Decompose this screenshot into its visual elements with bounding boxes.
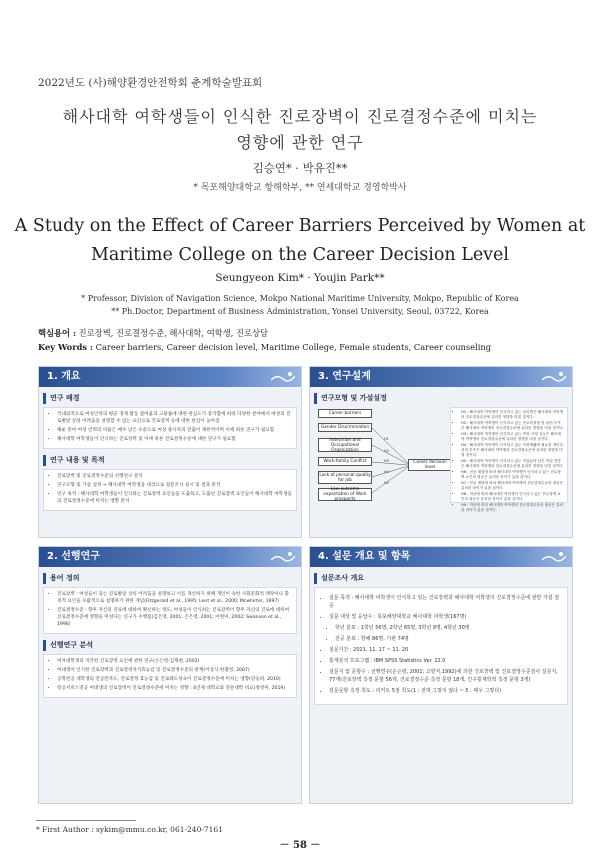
english-authors: Seungyeon Kim* · Youjin Park**: [215, 272, 385, 284]
list-item: • H5 : 해사대학 여학생이 인식하고 있는 직업분야 낮은 직업 전망은 해사대학 여학생의 진로결정수준에 유의한 영향을 미칠 것이다.: [461, 459, 564, 469]
page-number: － 58 －: [279, 840, 321, 851]
list-item: • 여자대학생의 지각된 진로장벽 요인에 관한 연구(손은령·김계현, 2002): [57, 658, 292, 665]
poster-panel-prior-research: [38, 546, 302, 804]
model-factor-box: Indecision and Occupational Organization: [318, 438, 372, 452]
list-item: • 전공 분포 : 항해 86명, 기관 74명: [335, 635, 562, 643]
korean-authors: 김승연* · 박유진**: [252, 161, 348, 175]
section-heading-purpose: 연구 내용 및 목적: [43, 455, 301, 466]
poster-panel-research-design: [309, 366, 573, 538]
section-heading-background: 연구 배경: [43, 393, 301, 404]
panel-title: 1. 개요: [47, 371, 81, 382]
english-title-line1: A Study on the Effect of Career Barriers Perceived by Women at: [14, 216, 586, 236]
hypothesis-label: H5: [384, 481, 389, 485]
section-heading-prior-analysis: 선행연구 분석: [43, 640, 301, 651]
poster-panel-overview: [38, 366, 302, 538]
purpose-list: [43, 469, 297, 511]
definitions-list: [43, 587, 297, 634]
list-item: • 연구 목적 : 해사대학 여학생들이 인식하는 진로장벽 요인들을 도출하고, 도출된 진로장벽 요인들이 해사대학 여학생들의 진로결정수준에 미치는 영향 분석: [57, 491, 292, 505]
hypothesis-label: H4: [384, 470, 389, 474]
english-title-line2: Maritime College on the Career Decision Level: [90, 245, 510, 265]
english-keywords-text: Career barriers, Career decision level, Maritime College, Female students, Career counseling: [95, 342, 492, 352]
panel-header: [39, 367, 301, 387]
list-item: • H9 : 학년에 따라 해사대학 여학생의 진로결정수준의 평균은 유의한 차이가 있을 것이다.: [461, 503, 564, 513]
list-item: • 설문기간 : 2021. 11. 17 ~ 11. 20: [329, 646, 562, 654]
list-item: • H3 : 해사대학 여학생이 인식하고 있는 직장-가정 갈등은 해사대학 여학생의 진로결정수준에 유의한 영향을 미칠 것이다.: [461, 432, 564, 442]
prior-research-list: [43, 654, 297, 698]
model-outcome-box: Career decision level: [408, 459, 452, 471]
section-heading-survey: 설문조사 개요: [314, 573, 572, 584]
background-list: [43, 407, 297, 449]
panel-header: [310, 547, 572, 567]
english-affiliations: [0, 292, 600, 318]
list-item: • 연구모형 및 가설 설정 → 해사대학 여학생을 대상으로 설문조사 실시 및 결과 분석: [57, 482, 292, 489]
korean-keywords: [38, 327, 268, 339]
affiliation-2: ** Ph.Doctor, Department of Business Administration, Yonsei University, Seoul, 03722, Korea: [111, 307, 489, 316]
list-item: • 설문 대상 및 응답수 : 목포해양대학교 해사대학 여학생(167명): [329, 613, 562, 621]
conference-name: 2022년도 (사)해양환경안전학회 춘계학술발표회: [38, 77, 263, 89]
section-heading-model: 연구모형 및 가설설정: [314, 393, 572, 404]
survey-list: [314, 587, 568, 705]
affiliation-1: * Professor, Division of Navigation Science, Mokpo National Maritime University, Mokpo, Republic of Korea: [81, 294, 519, 303]
hypothesis-label: H3: [384, 459, 389, 463]
list-item: • 해사대학 여학생들이 인식하는 진로장벽 및 이에 따른 진로결정수준에 대한 연구가 필요함: [57, 436, 292, 443]
list-item: • 설문 목적 : 해사대학 여학생이 인식하고 있는 진로장벽과 해사대학 여학생의 진로결정수준에 관한 가설 검증: [329, 594, 562, 610]
wave-icon: [542, 550, 566, 564]
korean-keywords-label: 핵심용어 :: [38, 328, 77, 338]
model-factor-box: Career barriers: [318, 409, 372, 418]
panel-title: 4. 설문 개요 및 항목: [318, 551, 411, 562]
footnote: * First Author : sykim@mmu.co.kr, 061-240-7161: [36, 825, 223, 834]
wave-icon: [542, 370, 566, 384]
list-item: • 진로장벽 : 여성들이 겪는 진로발달 상의 어려움을 설명하고 이를 개선하기 위해 개인이 속한 사회문화적 맥락이나 환경적 요인을 포괄적으로 설명하기 위한 개념(Fitzgerald et al., 1995; Lent et al., 2000; Mcwhirter, 1997): [57, 591, 292, 605]
korean-title-line2: 영향에 관한 연구: [236, 133, 364, 152]
english-title: [0, 212, 600, 270]
research-model-diagram: [314, 407, 568, 512]
list-item: • H1 : 해사대학 여학생이 인식하고 있는 성차별은 해사대학 여학생의 진로결정수준에 유의한 영향을 미칠 것이다.: [461, 410, 564, 420]
panel-title: 2. 선행연구: [47, 551, 100, 562]
panel-title: 3. 연구설계: [318, 371, 371, 382]
model-factor-box: Low outcome expectation of Work prospects: [318, 488, 372, 501]
model-factor-box: Lack of personal quality for job: [319, 472, 371, 483]
korean-title: [0, 104, 600, 156]
korean-keywords-text: 진로장벽, 진로결정수준, 해사대학, 여학생, 진로상담: [78, 328, 269, 338]
list-item: • 항공서비스전공 여대생의 진로장벽이 진로결정수준에 미치는 영향 : 4년제 대학교와 전문대학 비교(정영미, 2019): [57, 685, 292, 692]
list-item: • H2 : 해사대학 여학생이 인식하고 있는 진로미결정 및 관련 부족은 해사대학 여학생의 진로결정수준에 유의한 영향을 미칠 것이다.: [461, 421, 564, 431]
list-item: • 공학전공 대학생의 전공만족도, 진로결정 효능감 및 진로태도성숙이 진로결정수준에 미치는 영향(강승희, 2010): [57, 676, 292, 683]
poster-panel-survey: [309, 546, 573, 804]
hypothesis-label: H1: [384, 437, 389, 441]
footnote-divider: [36, 820, 136, 821]
list-item: • H6 : 전공 계열에 따라 해사대학 여학생이 인식하고 있는 진로장벽 요인의 평균은 유의한 차이가 있을 것이다.: [461, 470, 564, 480]
list-item: • 설문문항 측정 척도 : 리커트 5점 척도(1 : 전혀 그렇지 않다 ~ 5 : 매우 그렇다): [329, 687, 562, 695]
hypothesis-label: H2: [384, 449, 389, 453]
list-item: • 학년 분포 : 1학년 56명, 2학년 65명, 3학년 9명, 4학년 30명: [335, 624, 562, 632]
hypotheses-list: [450, 407, 568, 512]
list-item: • 국내외적으로 여성인력의 평균 경제 활동 참여율과 고용률에 대한 관심도가 증가함에 따라 다양한 분야에서 여성의 진로발달 상의 어려움을 설명할 수 있는 요인으로 진로장벽 등에 대한 관심이 높아짐: [57, 411, 292, 425]
korean-title-line1: 해사대학 여학생들이 인식한 진로장벽이 진로결정수준에 미치는: [62, 107, 538, 126]
list-item: • 여대생이 인식한 진로장벽과 진로결정자기효능감 및 진로결정수준의 관계(이상식·한철영, 2007): [57, 667, 292, 674]
list-item: • H7 : 전공 계열에 따라 해사대학 여학생의 진로결정수준의 평균은 유의한 차이가 있을 것이다.: [461, 481, 564, 491]
english-keywords: [38, 342, 491, 352]
panel-header: [310, 367, 572, 387]
list-item: • 진로결정수준 : 향후 자신의 진로에 대하여 확신하는 정도, 여성들이 인식하는 진로장벽이 향후 자신의 진로에 대하여 진로결정수준에 영향을 미친다는 연구가 수행됨(김은영, 2001; 손은령, 2001; 이현미, 2002; Swanson et al., 1996): [57, 607, 292, 628]
section-heading-definitions: 용어 정의: [43, 573, 301, 584]
list-item: • 설문지 및 문항수 : 선행연구(손은령, 2001; 고향자,1992)에 의한 진로장벽 및 진로결정수준검사 설문지, 77개(진로장벽 측정 문항 56개, 진로결정수준 측정 문항 18개, 인구통계학적 측정 문항 3개): [329, 668, 562, 684]
list-item: • 해운 분야 여성 인력의 비율은 매우 낮은 수준으로 여성 종사자의 진출이 제한적이며 이에 따른 연구가 필요함: [57, 427, 292, 434]
english-keywords-label: Key Words :: [38, 342, 93, 352]
korean-affiliations: * 목포해양대학교 항해학부, ** 연세대학교 경영학박사: [193, 183, 407, 193]
list-item: • H8 : 학년에 따라 해사대학 여학생이 인식하고 있는 진로장벽 요인의 평균은 유의한 차이가 있을 것이다.: [461, 492, 564, 502]
list-item: • H4 : 해사대학 여학생이 인식하고 있는 직장생활에 필요한 개인특성의 부족은 해사대학 여학생의 진로결정수준에 유의한 영향을 미칠 것이다.: [461, 443, 564, 458]
model-factor-box: Gender Discrimination: [318, 423, 372, 432]
panel-header: [39, 547, 301, 567]
wave-icon: [271, 370, 295, 384]
list-item: • 통계분석 프로그램 : IBM SPSS Statistics Ver. 22.0: [329, 657, 562, 665]
model-factor-box: Work-family Conflict: [318, 457, 372, 466]
list-item: • 진로장벽 및 진로결정수준의 선행연구 분석: [57, 473, 292, 480]
wave-icon: [271, 550, 295, 564]
